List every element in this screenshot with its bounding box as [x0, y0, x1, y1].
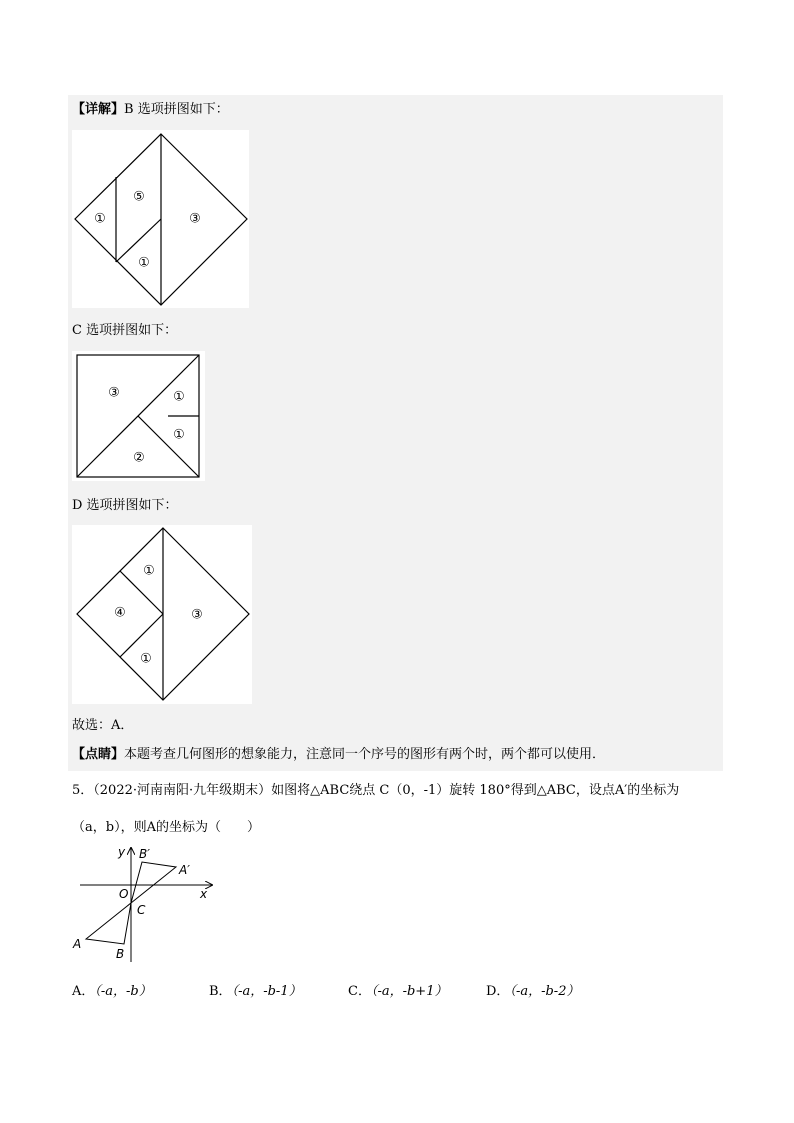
option-value: （-a，-b-1）	[231, 984, 302, 999]
option-value: （-a，-b-2）	[509, 984, 580, 999]
rotation-figure	[68, 842, 218, 968]
rotation-figure-svg	[68, 842, 218, 968]
figure-option-b	[72, 130, 249, 308]
point-a-label: A	[73, 937, 82, 951]
detail-line	[72, 101, 229, 119]
piece-label: ③	[189, 211, 201, 227]
triangle-abc-rotated	[131, 862, 176, 903]
question-stem-1: 如图将△ABC绕点 C（0，-1）旋转 180°得到△ABC，设点A′的坐标为	[271, 783, 680, 798]
figure-option-d	[72, 525, 252, 704]
point-a-prime-label: A′	[179, 863, 190, 877]
option-letter: A．	[72, 984, 95, 999]
origin-label: O	[119, 887, 129, 901]
piece-label: ①	[138, 255, 150, 271]
figure-option-b-svg	[72, 130, 249, 308]
piece-label: ①	[173, 427, 185, 443]
choice-line: 故选：A．	[72, 718, 134, 733]
piece-label: ⑤	[133, 189, 145, 205]
figure-option-c-svg	[72, 351, 205, 481]
comment-line	[72, 746, 605, 764]
point-c-label: C	[137, 903, 146, 917]
piece-label: ④	[114, 605, 126, 621]
question-line-2: （a，b），则A的坐标为（ ）	[72, 820, 260, 835]
piece-label: ③	[108, 385, 120, 401]
anti-diagonal-half	[138, 416, 199, 477]
piece-label: ③	[191, 607, 203, 623]
question-number: 5．	[72, 783, 94, 798]
y-axis-label: y	[118, 845, 126, 859]
upper-cut	[120, 571, 163, 614]
detail-text: B 选项拼图如下：	[124, 102, 229, 117]
option-c[interactable]	[348, 983, 447, 1001]
comment-text: 本题考查几何图形的想象能力，注意同一个序号的图形有两个时，两个都可以使用．	[124, 747, 606, 762]
option-letter: C．	[348, 984, 371, 999]
x-axis-label: x	[200, 887, 208, 901]
figure-option-d-svg	[72, 525, 252, 704]
piece-label: ①	[173, 389, 185, 405]
point-b-prime-label: B′	[139, 847, 150, 861]
option-b[interactable]	[209, 983, 302, 1001]
option-letter: D．	[486, 984, 510, 999]
option-value: （-a，-b+1）	[370, 984, 448, 999]
option-a[interactable]	[72, 983, 152, 1001]
question-source: （2022·河南南阳·九年级期末）	[93, 783, 272, 798]
piece-label: ①	[140, 651, 152, 667]
figure-option-c	[72, 351, 205, 481]
point-b-label: B	[116, 947, 125, 961]
piece-label: ①	[143, 563, 155, 579]
option-value: （-a，-b）	[94, 984, 152, 999]
comment-tag: 【点睛】	[72, 747, 125, 762]
question-line-1	[72, 782, 679, 800]
piece-label: ②	[133, 450, 145, 466]
piece-label: ①	[94, 211, 106, 227]
d-line: D 选项拼图如下：	[72, 498, 178, 513]
c-line: C 选项拼图如下：	[72, 323, 178, 338]
detail-tag: 【详解】	[72, 102, 125, 117]
triangle-abc	[86, 903, 131, 944]
option-letter: B．	[209, 984, 232, 999]
option-d[interactable]	[486, 983, 579, 1001]
